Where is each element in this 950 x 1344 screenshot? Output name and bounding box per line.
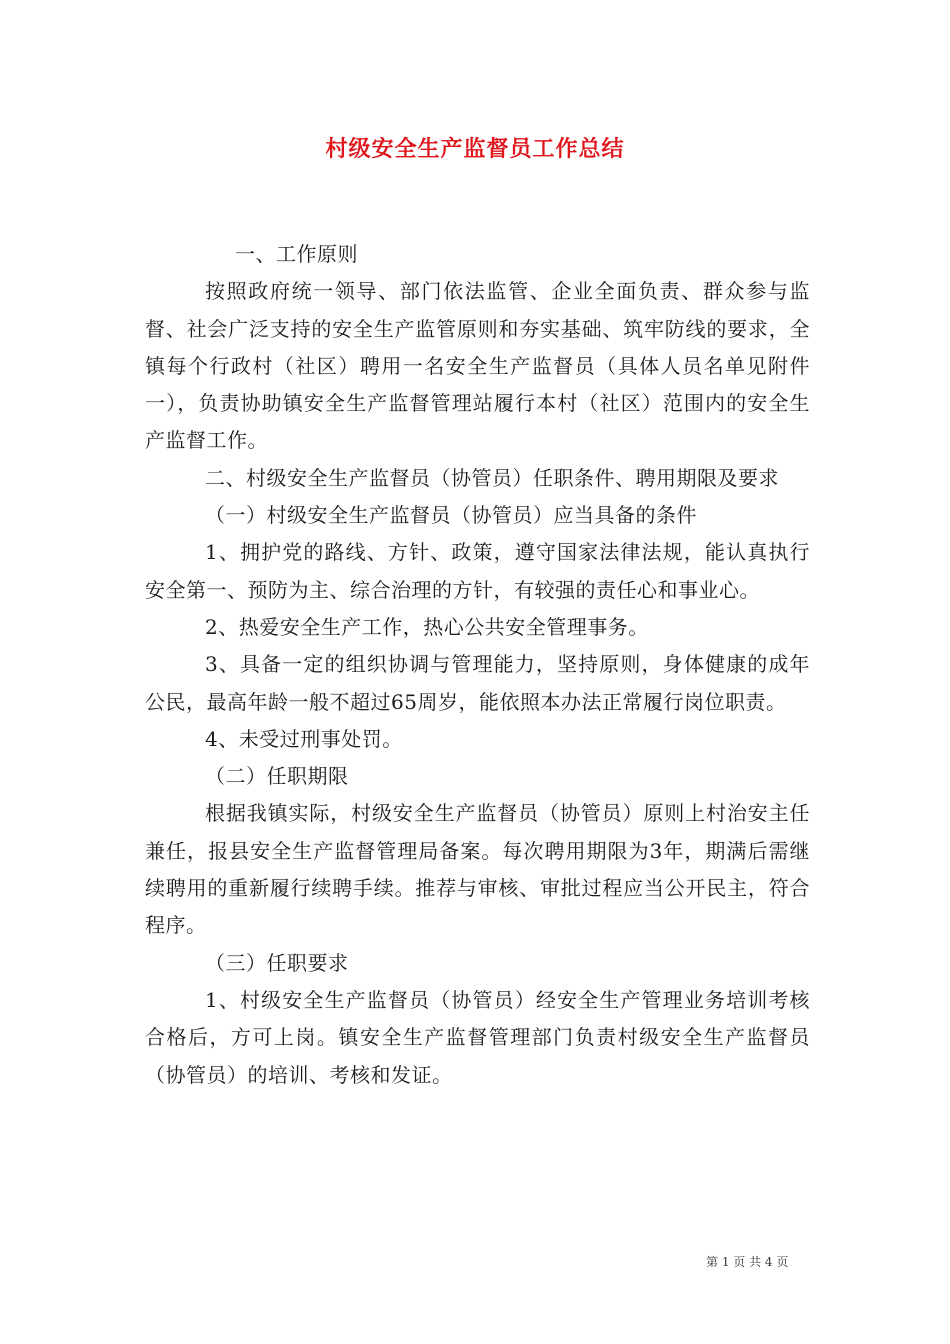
- list-item-3: 3、具备一定的组织协调与管理能力，坚持原则，身体健康的成年公民，最高年龄一般不超过65周岁，能依照本办法正常履行岗位职责。: [145, 652, 810, 714]
- page-number: 第 1 页 共 4 页: [706, 1255, 789, 1269]
- subsection-heading-duties: （三）任职要求: [205, 950, 349, 975]
- paragraph-principles: 按照政府统一领导、部门依法监管、企业全面负责、群众参与监督、社会广泛支持的安全生产监管原则和夯实基础、筑牢防线的要求，全镇每个行政村（社区）聘用一名安全生产监督员（具体人员名单见附件一），负责协助镇安全生产监督管理站履行本村（社区）范围内的安全生产监督工作。: [145, 279, 810, 453]
- section-heading-conditions: 二、村级安全生产监督员（协管员）任职条件、聘用期限及要求: [205, 465, 779, 490]
- list-item-2: 2、热爱安全生产工作，热心公共安全管理事务。: [205, 614, 649, 639]
- subsection-heading-term: （二）任职期限: [205, 764, 349, 789]
- list-item-4: 4、未受过刑事处罚。: [205, 726, 403, 751]
- list-item-1: 1、拥护党的路线、方针、政策，遵守国家法律法规，能认真执行安全第一、预防为主、综合治理的方针，有较强的责任心和事业心。: [145, 540, 810, 602]
- paragraph-duties-1: 1、村级安全生产监督员（协管员）经安全生产管理业务培训考核合格后，方可上岗。镇安全生产监督管理部门负责村级安全生产监督员（协管员）的培训、考核和发证。: [145, 987, 810, 1087]
- document-title: 村级安全生产监督员工作总结: [325, 136, 625, 162]
- paragraph-term: 根据我镇实际，村级安全生产监督员（协管员）原则上村治安主任兼任，报县安全生产监督管理局备案。每次聘用期限为3年，期满后需继续聘用的重新履行续聘手续。推荐与审核、审批过程应当公开民主，符合程序。: [145, 801, 810, 938]
- document-body: [145, 236, 810, 1094]
- subsection-heading-requirements: （一）村级安全生产监督员（协管员）应当具备的条件: [205, 503, 697, 528]
- section-heading-principles: 一、工作原则: [235, 242, 358, 266]
